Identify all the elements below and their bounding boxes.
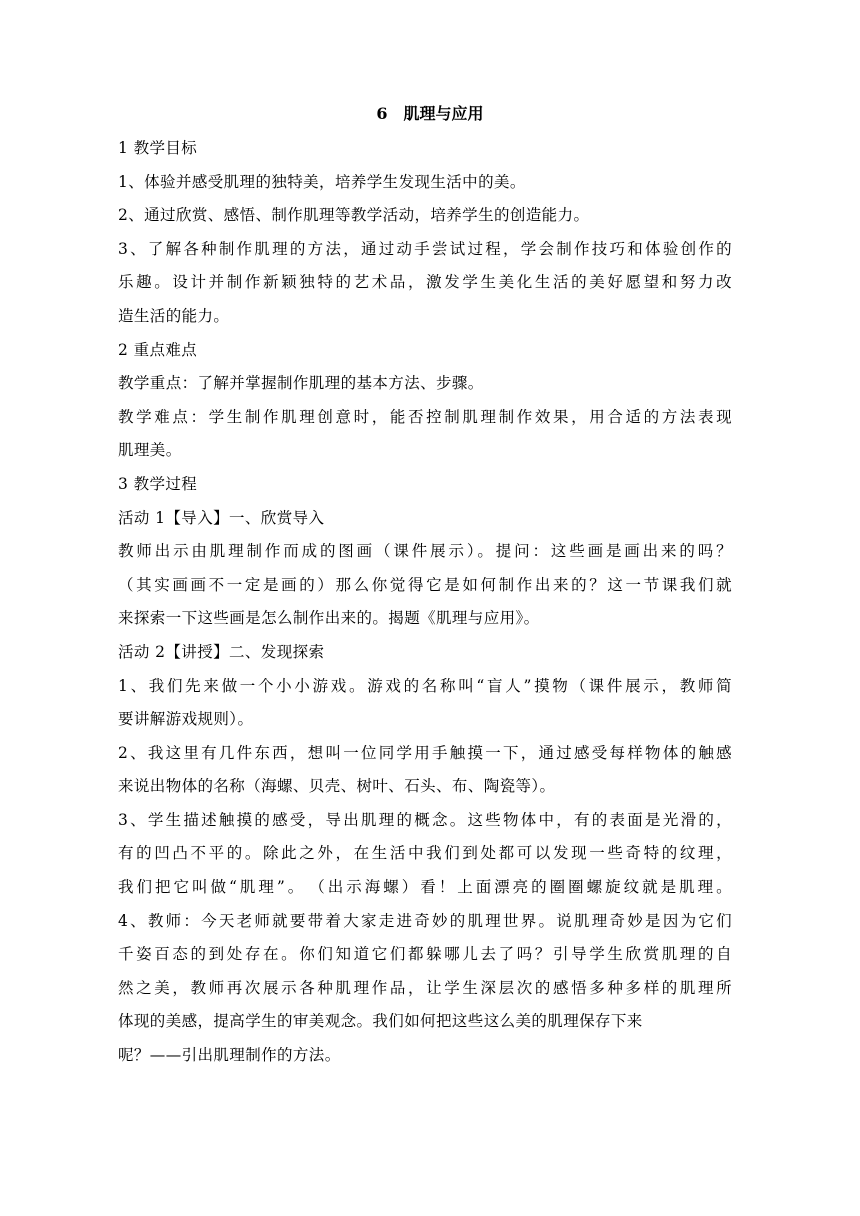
difficulty-line-2: 肌理美。 [118, 441, 182, 460]
step-3-line-2: 有的凹凸不平的。除此之外，在生活中我们到处都可以发现一些奇特的纹理， [118, 844, 732, 863]
heading-key-points: 2 重点难点 [118, 340, 198, 359]
step-4-line-5: 呢？——引出肌理制作的方法。 [118, 1046, 341, 1065]
activity-1-line-2: （其实画画不一定是画的）那么你觉得它是如何制作出来的？这一节课我们就 [118, 575, 732, 594]
document-page [118, 100, 732, 1073]
step-2-line-1: 2、我这里有几件东西，想叫一位同学用手触摸一下，通过感受每样物体的触感 [118, 743, 732, 762]
document-body [118, 132, 732, 1073]
step-4-line-2: 千姿百态的到处存在。你们知道它们都躲哪儿去了吗？引导学生欣赏肌理的自 [118, 945, 732, 964]
goal-3-line-3: 造生活的能力。 [118, 306, 230, 325]
document-title: 6 肌理与应用 [376, 104, 484, 123]
heading-process: 3 教学过程 [118, 474, 198, 493]
step-1-line-2: 要讲解游戏规则）。 [118, 710, 254, 729]
activity-1-heading: 活动 1【导入】一、欣赏导入 [118, 508, 325, 527]
step-4-line-4: 体现的美感，提高学生的审美观念。我们如何把这些这么美的肌理保存下来 [118, 1012, 643, 1031]
step-2-line-2: 来说出物体的名称（海螺、贝壳、树叶、石头、布、陶瓷等）。 [118, 777, 556, 796]
heading-teaching-goals: 1 教学目标 [118, 139, 198, 157]
difficulty-line-1: 教学难点：学生制作肌理创意时，能否控制肌理制作效果，用合适的方法表现 [118, 407, 732, 426]
goal-3-line-1: 3、了解各种制作肌理的方法，通过动手尝试过程，学会制作技巧和体验创作的 [118, 239, 732, 258]
goal-3-line-2: 乐趣。设计并制作新颖独特的艺术品，激发学生美化生活的美好愿望和努力改 [118, 273, 732, 292]
activity-1-line-3: 来探索一下这些画是怎么制作出来的。揭题《肌理与应用》。 [118, 609, 540, 628]
step-4-line-1: 4、教师：今天老师就要带着大家走进奇妙的肌理世界。说肌理奇妙是因为它们 [118, 911, 732, 930]
goal-2: 2、通过欣赏、感悟、制作肌理等教学活动，培养学生的创造能力。 [118, 206, 590, 225]
step-3-line-3: 我们把它叫做“肌理”。 （出示海螺）看！上面漂亮的圈圈螺旋纹就是肌理。 [118, 878, 732, 897]
goal-1: 1、体验并感受肌理的独特美，培养学生发现生活中的美。 [118, 172, 526, 191]
step-1-line-1: 1、我们先来做一个小小游戏。游戏的名称叫“盲人”摸物（课件展示，教师简 [118, 676, 732, 695]
step-4-line-3: 然之美，教师再次展示各种肌理作品，让学生深层次的感悟多种多样的肌理所 [118, 978, 732, 997]
step-3-line-1: 3、学生描述触摸的感受，导出肌理的概念。这些物体中，有的表面是光滑的， [118, 810, 732, 829]
activity-2-heading: 活动 2【讲授】二、发现探索 [118, 642, 325, 661]
key-point: 教学重点：了解并掌握制作肌理的基本方法、步骤。 [118, 374, 484, 393]
activity-1-line-1: 教师出示由肌理制作而成的图画（课件展示）。提问：这些画是画出来的吗？ [118, 542, 732, 561]
